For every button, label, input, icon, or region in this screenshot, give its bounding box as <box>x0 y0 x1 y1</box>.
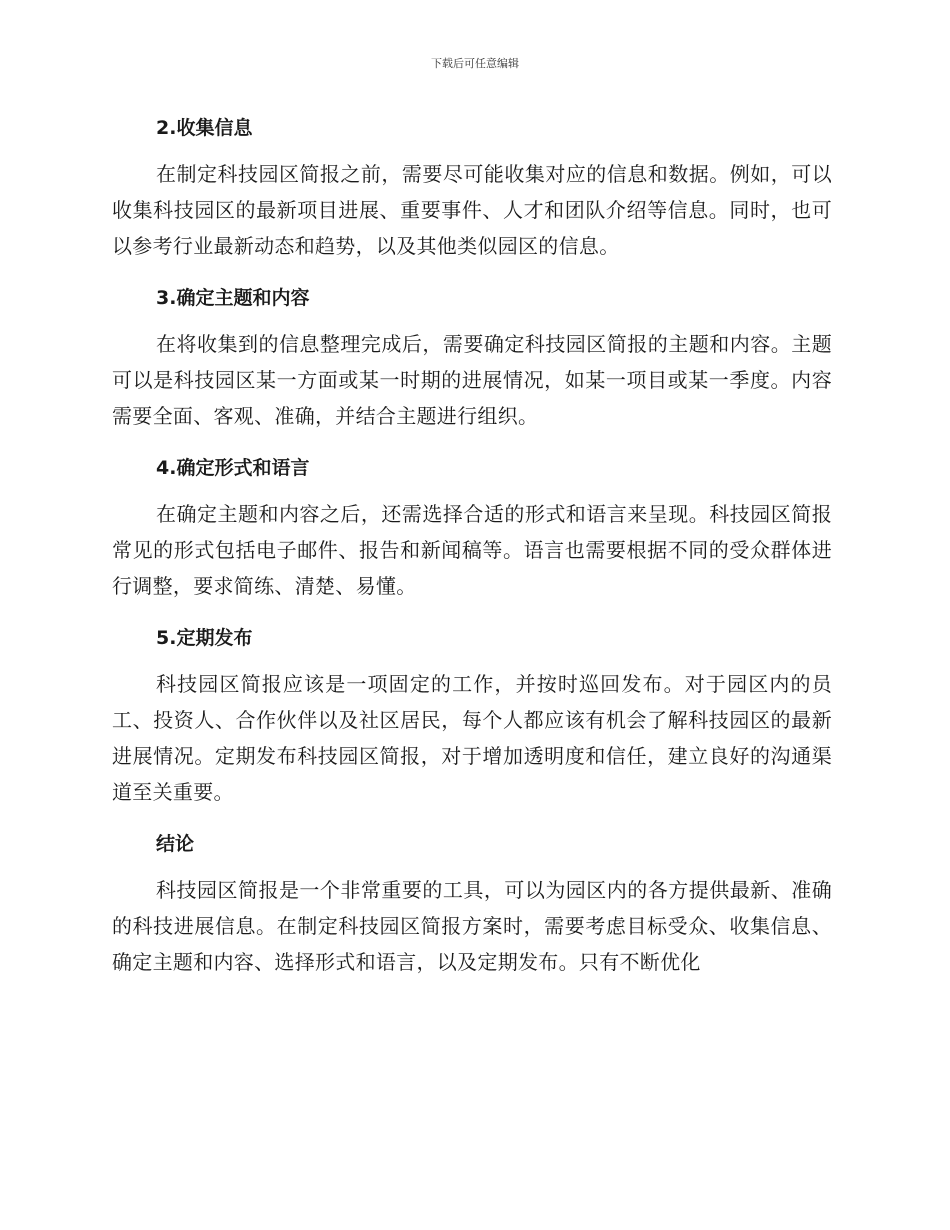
section-heading: 结论 <box>156 833 195 855</box>
section-paragraph: 在制定科技园区简报之前，需要尽可能收集对应的信息和数据。例如，可以收集科技园区的最新项目进展、重要事件、人才和团队介绍等信息。同时，也可以参考行业最新动态和趋势，以及其他类似园区的信息。 <box>112 162 832 258</box>
section-heading: 3.确定主题和内容 <box>156 287 310 309</box>
section-paragraph: 在将收集到的信息整理完成后，需要确定科技园区简报的主题和内容。主题可以是科技园区某一方面或某一时期的进展情况，如某一项目或某一季度。内容需要全面、客观、准确，并结合主题进行组织。 <box>112 332 832 428</box>
section-paragraph: 科技园区简报应该是一项固定的工作，并按时巡回发布。对于园区内的员工、投资人、合作伙伴以及社区居民，每个人都应该有机会了解科技园区的最新进展情况。定期发布科技园区简报，对于增加透明度和信任，建立良好的沟通渠道至关重要。 <box>112 672 832 804</box>
section-conclusion <box>112 824 832 980</box>
page-header-note: 下载后可任意编辑 <box>431 57 519 70</box>
section-heading: 2.收集信息 <box>156 117 253 139</box>
section-heading: 5.定期发布 <box>156 627 253 649</box>
section-form-language <box>112 448 832 604</box>
section-theme-content <box>112 278 832 434</box>
section-collect-info <box>112 108 832 264</box>
section-regular-publish <box>112 618 832 810</box>
section-paragraph: 科技园区简报是一个非常重要的工具，可以为园区内的各方提供最新、准确的科技进展信息。在制定科技园区简报方案时，需要考虑目标受众、收集信息、确定主题和内容、选择形式和语言，以及定期发布。只有不断优化 <box>112 878 832 974</box>
section-paragraph: 在确定主题和内容之后，还需选择合适的形式和语言来呈现。科技园区简报常见的形式包括电子邮件、报告和新闻稿等。语言也需要根据不同的受众群体进行调整，要求简练、清楚、易懂。 <box>112 502 832 598</box>
document-body <box>112 108 832 994</box>
section-heading: 4.确定形式和语言 <box>156 457 310 479</box>
